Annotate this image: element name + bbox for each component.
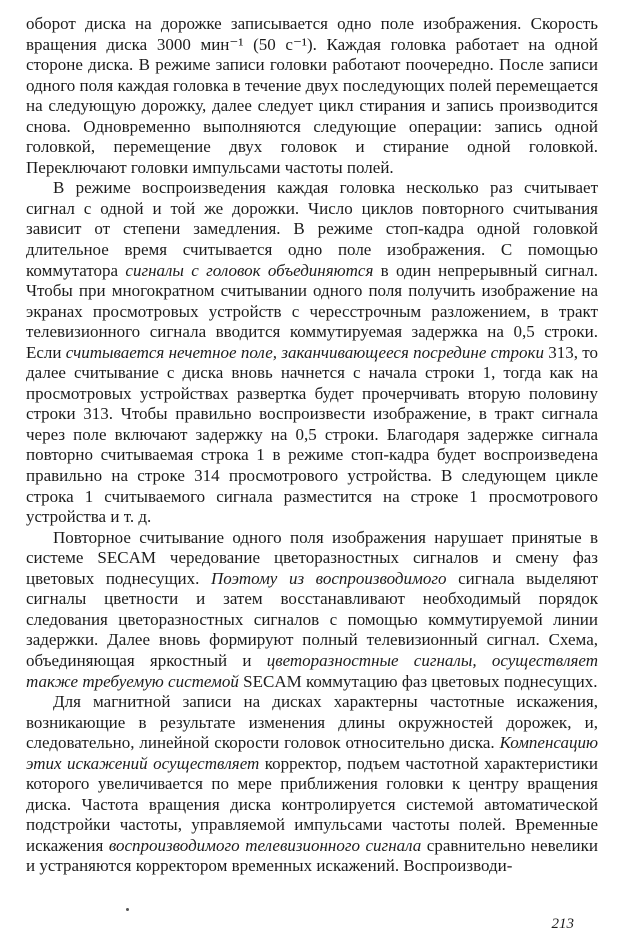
body-text <box>26 14 598 877</box>
paragraph-4-italic-2: воспроизводимого телевизионного сигнала <box>108 835 422 855</box>
paragraph-4-segment-5: сравнительно невелики и устраняются корректором временных искажений. Воспроизводи- <box>26 835 598 876</box>
book-page <box>26 14 599 932</box>
paragraph-3-segment-5: SECAM коммутацию фаз цветовых поднесущих. <box>238 671 598 691</box>
paragraph-2-italic-2: считывается нечетное поле, заканчивающееся посредине строки <box>65 342 544 362</box>
paragraph-4-segment-1: Для магнитной записи на дисках характерны частотные искажения, возникающие в результате изменения длины окружностей дорожек, и, следовательно, линейной скорости головок относительно диска. <box>26 692 598 753</box>
paragraph-4-segment-3: корректор, подъем частотной характеристики которого увеличивается по мере приближения головки к центру вращения диска. Частота вращения диска контролируется системой автоматической подстройки частоты, управляемой импульсами частоты полей. Временные искажения <box>26 753 598 855</box>
paragraph-2-italic-1: сигналы с головок объединяются <box>125 260 374 280</box>
paragraph-3-italic-2: цветоразностные сигналы, осуществляет также требуемую системой <box>26 650 598 691</box>
page-number: 213 <box>551 916 574 932</box>
paragraph-3-segment-1: Повторное считывание одного поля изображения нарушает принятые в системе SECAM чередование цветоразностных сигналов и смену фаз цветовых поднесущих. <box>26 527 598 588</box>
paragraph-3-segment-3: сигнала выделяют сигналы цветности и затем восстанавливают необходимый порядок следования цветоразностных сигналов с помощью коммутируемой линии задержки. Далее вновь формируют полный телевизионный сигнал. Схема, объединяющая яркостный и <box>26 568 598 670</box>
paragraph-2-segment-1: В режиме воспроизведения каждая головка несколько раз считывает сигнал с одной и той же дорожки. Число циклов повторного считывания зависит от степени замедления. В режиме стоп-кадра одной головкой длительное время считывается одно поле изображения. С помощью коммутатора <box>26 178 598 280</box>
paragraph-3 <box>26 528 598 692</box>
paragraph-2 <box>26 178 598 527</box>
paragraph-2-segment-3: в один непрерывный сигнал. Чтобы при многократном считывании одного поля получить изображение на экранах просмотровых устройств с чересстрочным разложением, в тракт телевизионного сигнала вводится коммутируемая задержка на 0,5 строки. Если <box>26 260 598 362</box>
print-speck <box>126 908 129 911</box>
paragraph-1-segment-1: оборот диска на дорожке записывается одно поле изображения. Скорость вращения диска 3000 мин⁻¹ (50 с⁻¹). Каждая головка работает на одной стороне диска. В режиме записи головки работают поочередно. После записи одного поля каждая головка в течение двух последующих полей перемещается на следующую дорожку, далее следует цикл стирания и запись производится снова. Одновременно выполняются следующие операции: запись одной головкой, перемещение двух головок и стирание одной головкой. Переключают головки импульсами частоты полей. <box>26 14 599 177</box>
paragraph-2-segment-5: 313, то далее считывание с диска вновь начнется с начала строки 1, тогда как на просмотровых устройствах развертка будет прочерчивать вторую половину строки 313. Чтобы правильно воспроизвести изображение, в тракт сигнала через поле включают задержку на 0,5 строки. Благодаря задержке сигнала повторно считываемая строка 1 в режиме стоп-кадра будет воспроизведена правильно на строке 314 просмотрового устройства. В следующем цикле строка 1 считываемого сигнала разместится на строке 1 просмотрового устройства и т. д. <box>26 342 598 527</box>
paragraph-4-italic-1: Компенсацию этих искажений осуществляет <box>26 733 598 773</box>
paragraph-1 <box>26 14 598 178</box>
paragraph-3-italic-1: Поэтому из воспроизводимого <box>211 568 447 588</box>
paragraph-4 <box>26 692 598 877</box>
